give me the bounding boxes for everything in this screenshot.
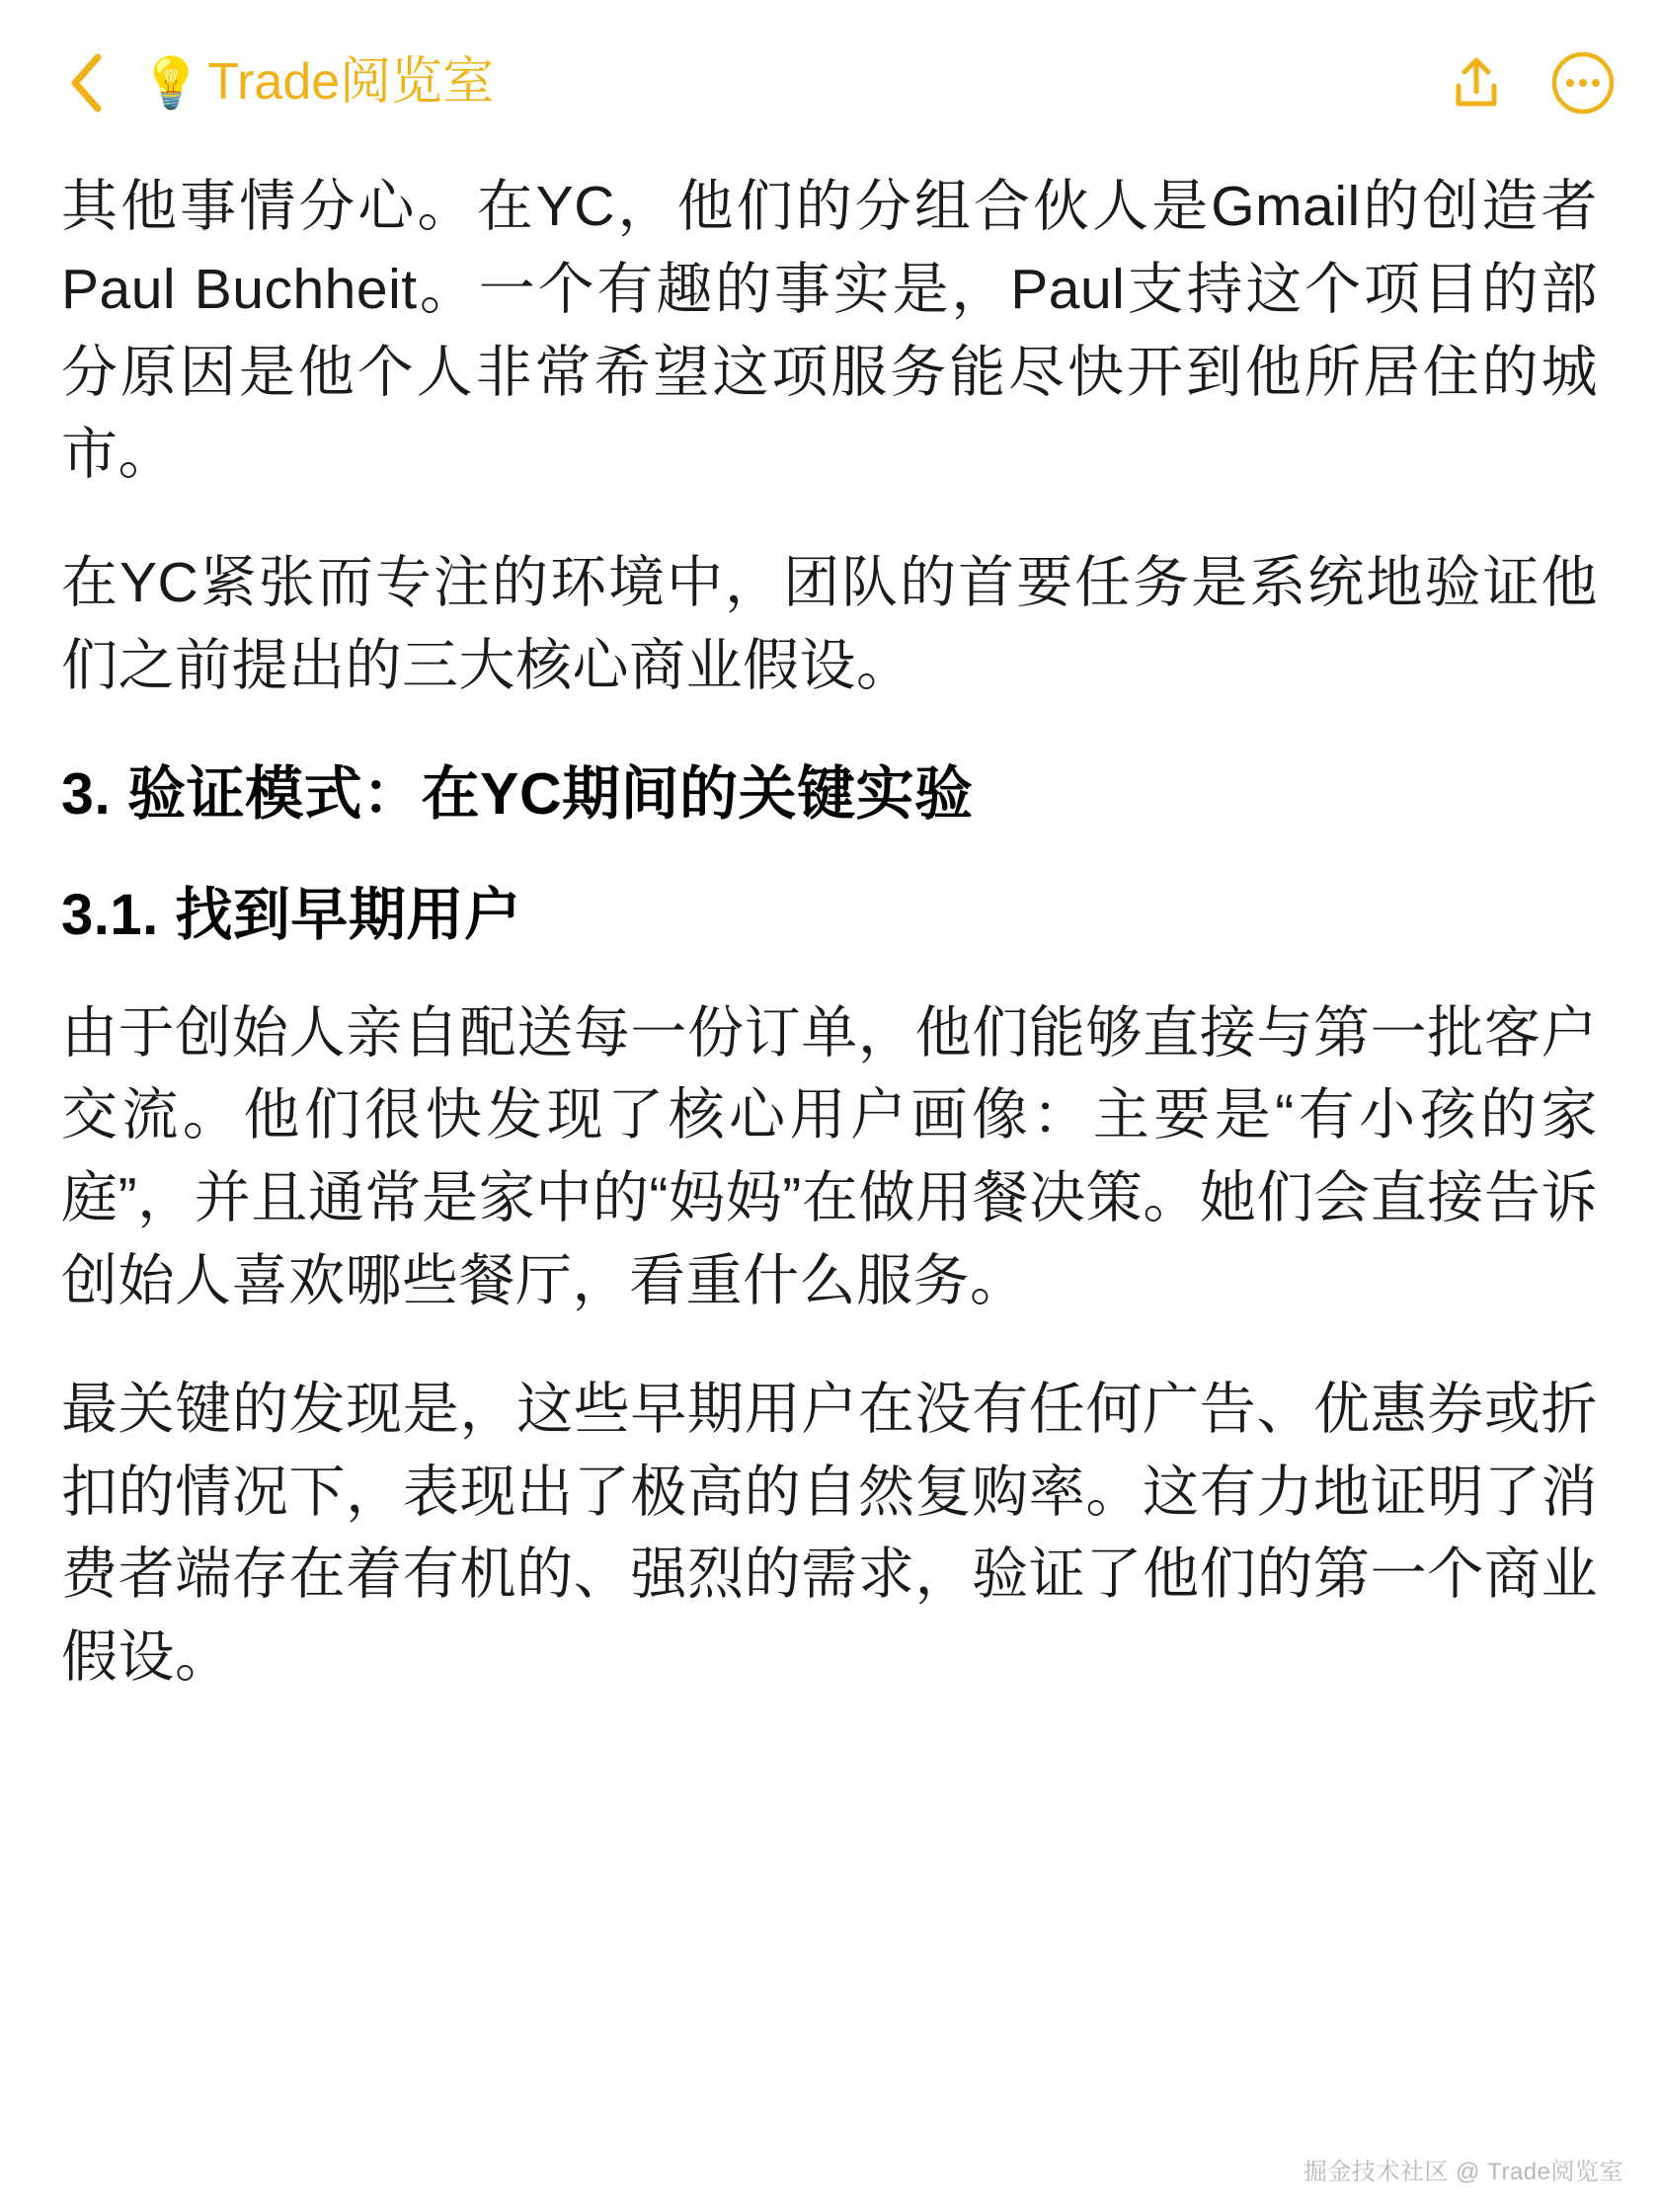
paragraph: 在YC紧张而专注的环境中，团队的首要任务是系统地验证他们之前提出的三大核心商业假设。: [61, 551, 1598, 697]
lightbulb-icon: 💡: [140, 55, 202, 111]
more-ellipsis-icon[interactable]: [1550, 50, 1616, 116]
app-header: [0, 0, 1659, 166]
subsection-heading: 3.1. 找到早期用户: [61, 883, 522, 948]
header-left-group: [59, 51, 1446, 115]
article-body: [0, 166, 1659, 1699]
page-title: Trade阅览室: [207, 53, 495, 112]
chevron-left-icon[interactable]: [59, 51, 113, 115]
header-right-group: [1446, 50, 1616, 116]
watermark: 掘金技术社区 @ Trade阅览室: [1303, 2159, 1623, 2185]
paragraph: 其他事情分心。在YC，他们的分组合伙人是Gmail的创造者Paul Buchheit。一个有趣的事实是，Paul支持这个项目的部分原因是他个人非常希望这项服务能尽快开到他所居住的城市。: [61, 175, 1598, 487]
share-upload-icon[interactable]: [1446, 52, 1507, 114]
section-heading: 3. 验证模式：在YC期间的关键实验: [61, 760, 974, 827]
paragraph: 最关键的发现是，这些早期用户在没有任何广告、优惠券或折扣的情况下，表现出了极高的自然复购率。这有力地证明了消费者端存在着有机的、强烈的需求，验证了他们的第一个商业假设。: [61, 1377, 1598, 1690]
paragraph: 由于创始人亲自配送每一份订单，他们能够直接与第一批客户交流。他们很快发现了核心用户画像：主要是“有小孩的家庭”，并且通常是家中的“妈妈”在做用餐决策。她们会直接告诉创始人喜欢哪些餐厅，看重什么服务。: [61, 1000, 1598, 1312]
